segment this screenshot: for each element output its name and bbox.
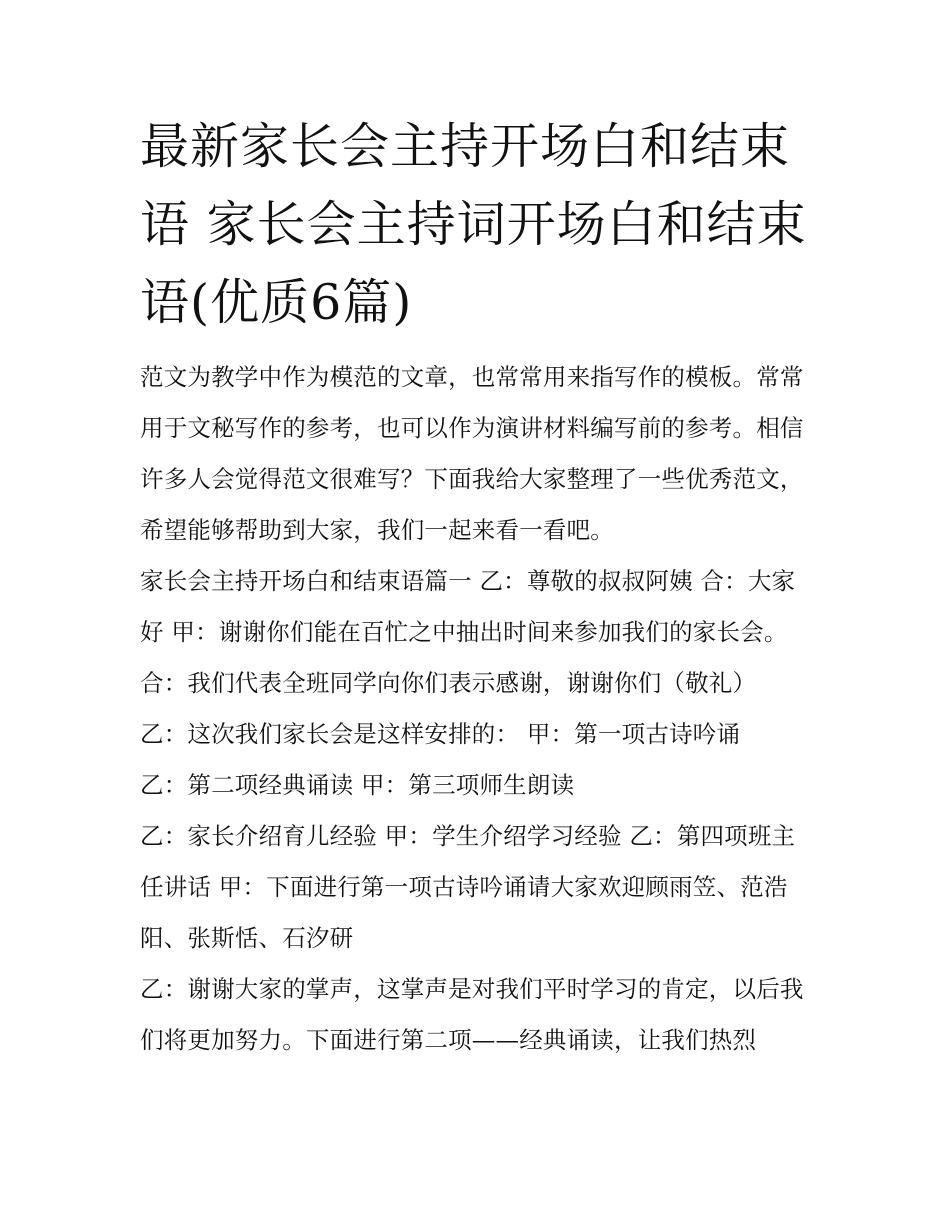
paragraph-agenda-3: 乙：家长介绍育儿经验 甲：学生介绍学习经验 乙：第四项班主任讲话 甲：下面进行第一项古诗吟诵请大家欢迎顾雨笠、范浩阳、张斯恬、石汐研 (140, 822, 796, 952)
paragraph-opening: 家长会主持开场白和结束语篇一 乙：尊敬的叔叔阿姨 合：大家好 甲：谢谢你们能在百忙之中抽出时间来参加我们的家长会。 (140, 567, 796, 646)
paragraph-thanks: 合：我们代表全班同学向你们表示感谢，谢谢你们（敬礼） (140, 669, 757, 697)
document-title: 最新家长会主持开场白和结束语 家长会主持词开场白和结束语(优质6篇) (140, 118, 807, 331)
paragraph-agenda: 乙：这次我们家长会是这样安排的： 甲：第一项古诗吟诵 (140, 720, 741, 748)
document-page (140, 108, 816, 1066)
document-body (140, 352, 816, 1066)
paragraph-applause: 乙：谢谢大家的掌声，这掌声是对我们平时学习的肯定，以后我们将更加努力。下面进行第二项——经典诵读，让我们热烈 (140, 975, 804, 1054)
paragraph-agenda-2: 乙：第二项经典诵读 甲：第三项师生朗读 (140, 771, 575, 799)
paragraph-intro: 范文为教学中作为模范的文章，也常常用来指写作的模板。常常用于文秘写作的参考，也可以作为演讲材料编写前的参考。相信许多人会觉得范文很难写？下面我给大家整理了一些优秀范文，希望能够帮助到大家，我们一起来看一看吧。 (140, 363, 804, 544)
